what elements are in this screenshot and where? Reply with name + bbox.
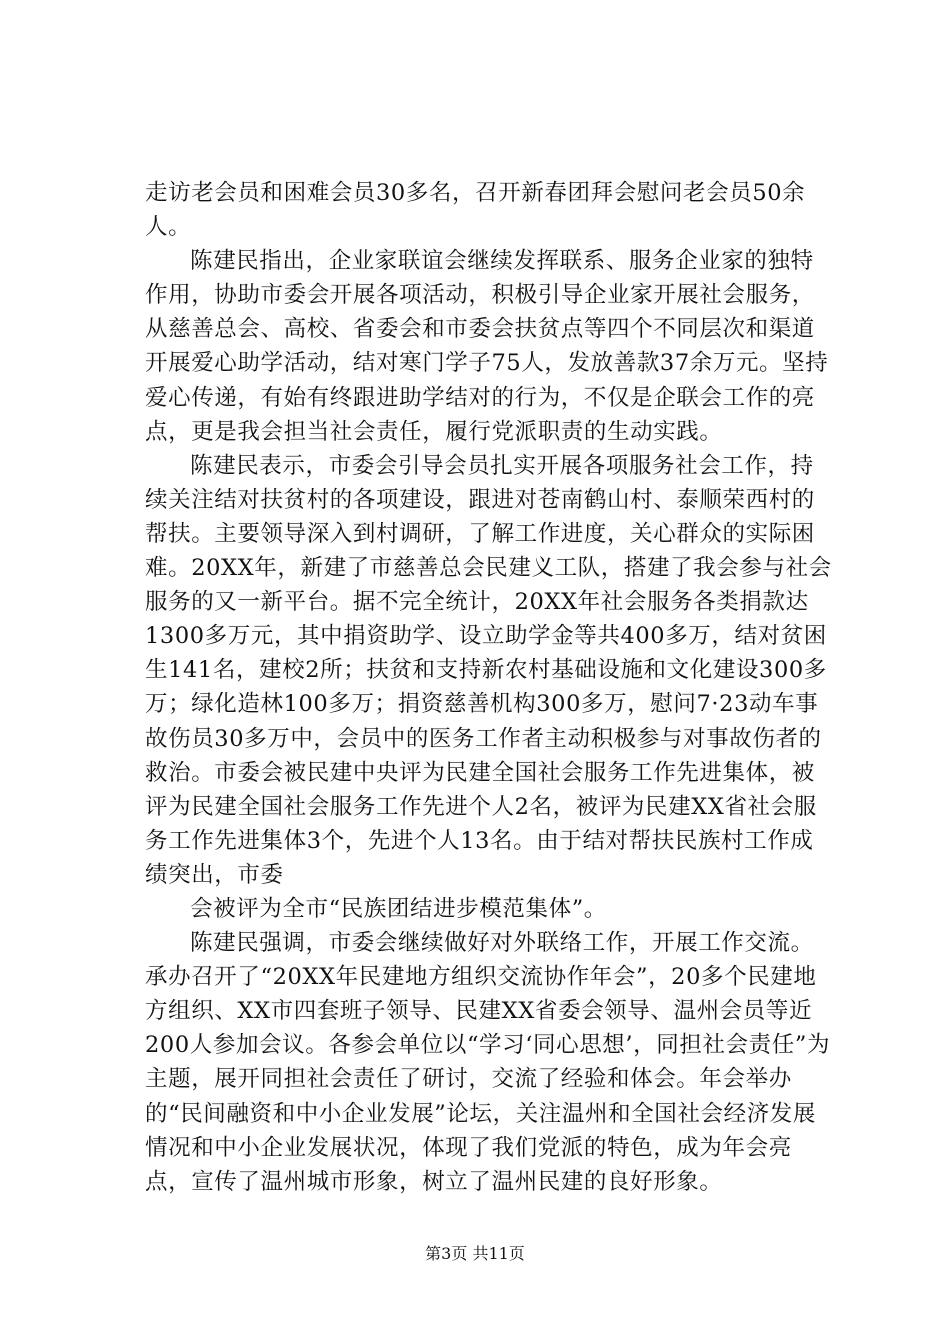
- document-body: [145, 176, 835, 1199]
- paragraph: 陈建民表示，市委会引导会员扎实开展各项服务社会工作，持续关注结对扶贫村的各项建设，跟进对苍南鹤山村、泰顺荣西村的帮扶。主要领导深入到村调研，了解工作进度，关心群众的实际困难。20XX年，新建了市慈善总会民建义工队，搭建了我会参与社会服务的又一新平台。据不完全统计，20XX年社会服务各类捐款达1300多万元，其中捐资助学、设立助学金等共400多万，结对贫困生141名，建校2所；扶贫和支持新农村基础设施和文化建设300多万；绿化造林100多万；捐资慈善机构300多万，慰问7·23动车事故伤员30多万中，会员中的医务工作者主动积极参与对事故伤者的救治。市委会被民建中央评为民建全国社会服务工作先进集体，被评为民建全国社会服务工作先进个人2名，被评为民建XX省社会服务工作先进集体3个，先进个人13名。由于结对帮扶民族村工作成绩突出，市委: [145, 452, 832, 888]
- paragraph: 陈建民指出，企业家联谊会继续发挥联系、服务企业家的独特作用，协助市委会开展各项活动，积极引导企业家开展社会服务，从慈善总会、高校、省委会和市委会扶贫点等四个不同层次和渠道开展爱心助学活动，结对寒门学子75人，发放善款37余万元。坚持爱心传递，有始有终跟进助学结对的行为，不仅是企联会工作的亮点，更是我会担当社会责任，履行党派职责的生动实践。: [145, 248, 829, 445]
- paragraph: 会被评为全市“民族团结进步模范集体”。: [190, 895, 607, 922]
- page-number-footer: 第3页 共11页: [425, 1244, 525, 1263]
- paragraph: 走访老会员和困难会员30多名，召开新春团拜会慰问老会员50余人。: [145, 180, 806, 241]
- paragraph: 陈建民强调，市委会继续做好对外联络工作，开展工作交流。承办召开了“20XX年民建地方组织交流协作年会”，20多个民建地方组织、XX市四套班子领导、民建XX省委会领导、温州会员等近200人参加会议。各参会单位以“学习‘同心思想’，同担社会责任”为主题，展开同担社会责任了研讨，交流了经验和体会。年会举办的“民间融资和中小企业发展”论坛，关注温州和全国社会经济发展情况和中小企业发展状况，体现了我们党派的特色，成为年会亮点，宣传了温州城市形象，树立了温州民建的良好形象。: [145, 930, 831, 1195]
